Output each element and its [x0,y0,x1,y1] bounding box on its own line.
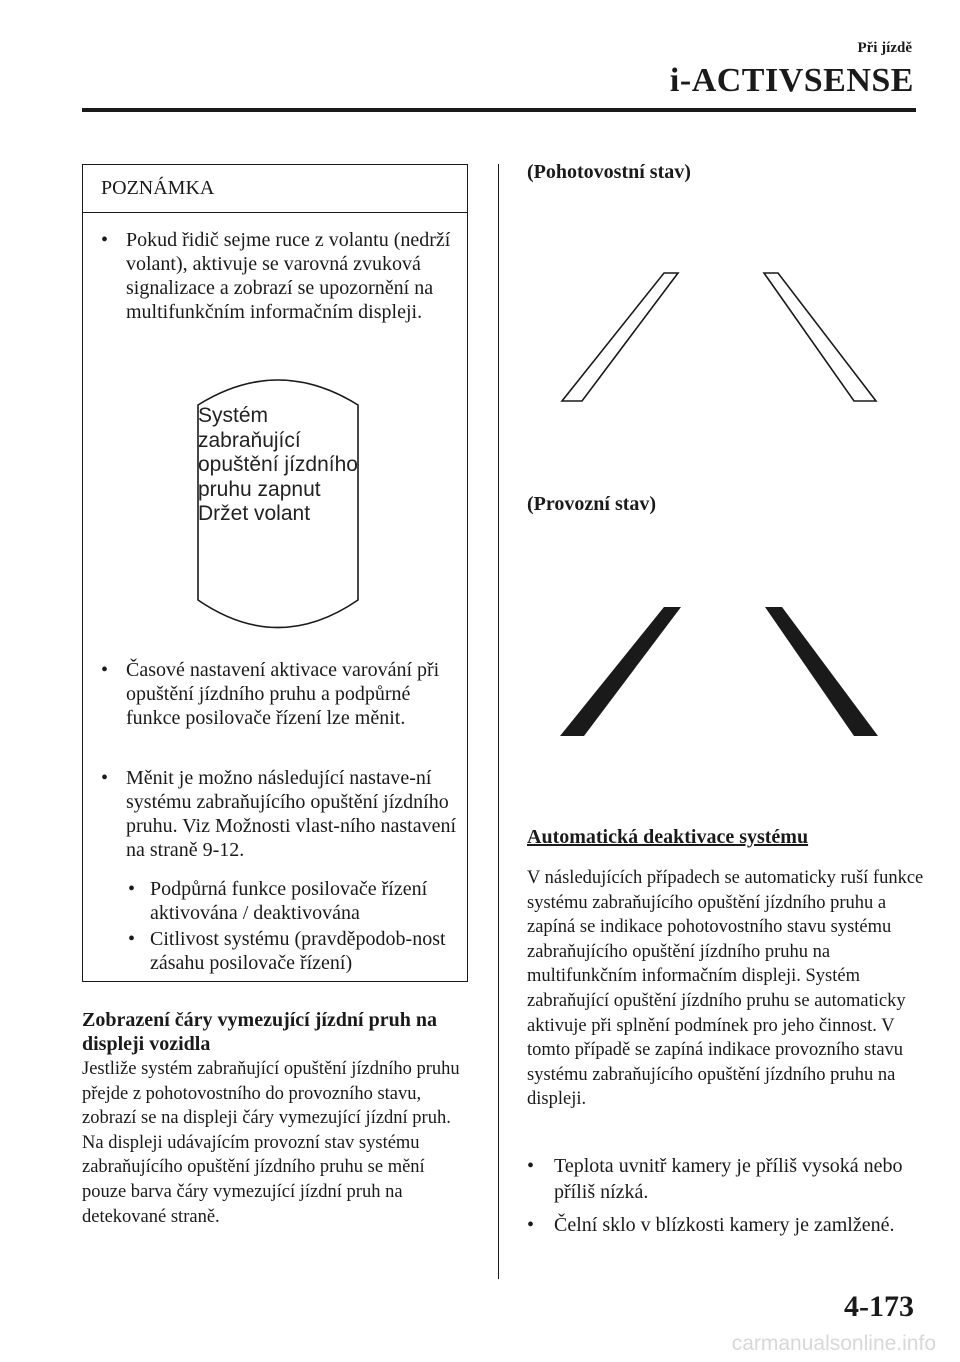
page-title: i-ACTIVSENSE [669,62,914,99]
auto-deactivation-body: V následujících případech se automaticky ruší funkce systému zabraňujícího opuštění jízdního pruhu a zapíná se indikace pohotovostního stavu systému zabraňujícího opuštění jízdního pruhu na multifunkčním informačním displeji. Systém zabraňující opuštění jízdního pruhu se automaticky aktivuje při splnění podmínek pro jeho činnost. V tomto případě se zapíná indikace provozního stavu systému zabraňujícího opuštění jízdního pruhu na displeji. [527,868,924,1110]
section-body: Jestliže systém zabraňující opuštění jízdního pruhu přejde z pohotovostního do provozního stavu, zobrazí se na displeji čáry vymezující jízdní pruh. Na displeji udávajícím provozní stav systému zabraňujícího opuštění jízdního pruhu se mění pouze barva čáry vymezující jízdní pruh na detekované straně. [82,1059,460,1227]
note-sub-bullet: • Podpůrná funkce posilovače řízení aktivována / deaktivována [128,878,428,924]
standby-label: (Pohotovostní stav) [527,161,691,183]
condition-bullet: • Čelní sklo v blízkosti kamery je zamlžené. [527,1214,895,1236]
standby-lane-lines-icon [560,270,880,405]
operating-label: (Provozní stav) [527,493,657,515]
auto-deactivation-heading: Automatická deaktivace systému [527,826,809,848]
note-rule [83,212,467,213]
bullet-icon: • [101,229,109,251]
section-heading: Zobrazení čáry vymezující jízdní pruh na displeji vozidla [82,1009,437,1055]
display-message: Systém zabraňující opuštění jízdního pruhu zapnut Držet volant [198,404,358,525]
column-divider [498,164,499,1279]
note-bullet: • Pokud řidič sejme ruce z volantu (nedrží volant), aktivuje se varovná zvuková signalizace a zobrazí se upozornění na multifunkčním informačním displeji. [101,229,451,323]
bullet-icon: • [128,928,136,950]
bullet-icon: • [101,767,109,789]
watermark: carmanualsonline.info [731,1332,936,1355]
note-bullet: • Měnit je možno následující nastave-ní systému zabraňujícího opuštění jízdního pruhu. Viz Možnosti vlast-ního nastavení na straně 9-12. [101,767,457,861]
bullet-icon: • [101,659,109,681]
bullet-icon: • [527,1155,535,1177]
note-sub-bullet: • Citlivost systému (pravděpodob-nost zásahu posilovače řízení) [128,928,446,974]
bullet-icon: • [527,1214,535,1236]
note-title: POZNÁMKA [101,177,215,199]
section-label: Při jízdě [857,40,912,56]
note-bullet: • Časové nastavení aktivace varování při opuštění jízdního pruhu a podpůrné funkce posilovače řízení lze měnit. [101,659,440,729]
header-rule [82,108,916,112]
bullet-icon: • [128,878,136,900]
page-number: 4-173 [844,1290,914,1323]
operating-lane-lines-icon [560,605,880,740]
condition-bullet: • Teplota uvnitř kamery je příliš vysoká nebo příliš nízká. [527,1155,903,1203]
